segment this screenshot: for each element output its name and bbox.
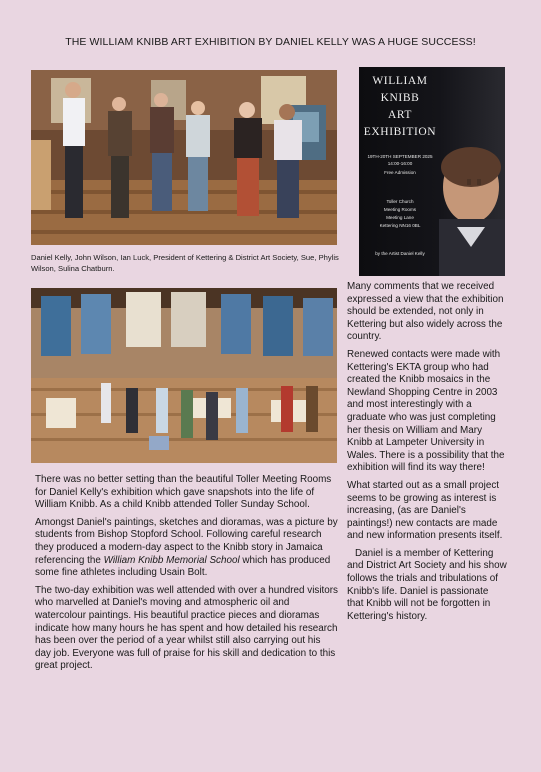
poster-venue-line: Kettering NN16 0BL	[379, 223, 421, 228]
article-paragraph: Daniel is a member of Kettering and District Art Society and his show follows the trials and tribulations of Knibb's life. Daniel is passionate that Knibb will not be forgotten in Kettering's history.	[347, 547, 507, 622]
article-paragraph: What started out as a small project seems to be growing as interest is increasing, (as are Daniel's paintings!) new contacts are made and new information presents itself.	[347, 479, 503, 542]
poster-title-line: ART	[387, 109, 413, 121]
poster-title-line: EXHIBITION	[363, 126, 437, 138]
photo-caption: Daniel Kelly, John Wilson, Ian Luck, President of Kettering & District Art Society, Sue, Phylis Wilson, Sulina Chatburn.	[31, 253, 339, 273]
group-photo	[31, 70, 337, 245]
hall-photo	[31, 288, 337, 463]
poster-venue-line: Meeting Rooms	[383, 207, 417, 212]
exhibition-poster	[359, 67, 505, 276]
left-article-column	[35, 474, 339, 678]
poster-venue-line: Toller Church	[386, 199, 414, 204]
poster-venue-line: Meeting Lane	[386, 215, 414, 220]
poster-dates: 19TH-20TH SEPTEMBER 2025	[367, 154, 433, 159]
poster-hours: 14:00-16:00	[387, 161, 413, 166]
paragraph-text: which has produced some fine athletes including Usain Bolt.	[35, 554, 331, 579]
poster-title	[363, 73, 437, 141]
right-article-column	[347, 281, 507, 628]
school-name: William Knibb Memorial School	[103, 554, 240, 566]
article-paragraph: The two-day exhibition was well attended with over a hundred visitors who marvelled at Daniel's moving and atmospheric oil and watercolour paintings. His beautiful practice pieces and dioramas indicate how many hours he has spent and how detailed his research has been over the period of a year whilst still also carrying out his day job. Everyone was full of praise for his skill and dedication to this great project.	[35, 584, 338, 672]
poster-title-line: WILLIAM	[372, 75, 428, 87]
page-headline: THE WILLIAM KNIBB ART EXHIBITION BY DANIEL KELLY WAS A HUGE SUCCESS!	[65, 36, 476, 48]
poster-byline: by the Artist Daniel Kelly	[375, 251, 425, 256]
article-paragraph	[35, 517, 339, 580]
article-paragraph: There was no better setting than the beautiful Toller Meeting Rooms for Daniel Kelly's exhibition which gave snapshots into the life of William Knibb. As a child Knibb attended Toller Sunday School.	[35, 474, 332, 511]
paragraph-text: Amongst Daniel's paintings, sketches and dioramas, was a picture by students from Bishop Stopford School. Following careful research they produced a modern-day aspect to the Knibb story in Jamaica referencing the	[35, 516, 338, 566]
poster-title-line: KNIBB	[380, 92, 420, 104]
article-paragraph: Many comments that we received expressed a view that the exhibition should be extended, not only in Kettering but also widely across the country.	[347, 281, 504, 343]
poster-admission: Free Admission	[384, 170, 416, 175]
article-paragraph: Renewed contacts were made with Kettering's EKTA group who had created the Knibb mosaics in the Newland Shopping Centre in 2003 and most interestingly with a graduate who was just completing her thesis on William and Mary Knibb at Lampeter University in Wales. There is a possibility that the exhibition will find its way there!	[347, 348, 505, 474]
